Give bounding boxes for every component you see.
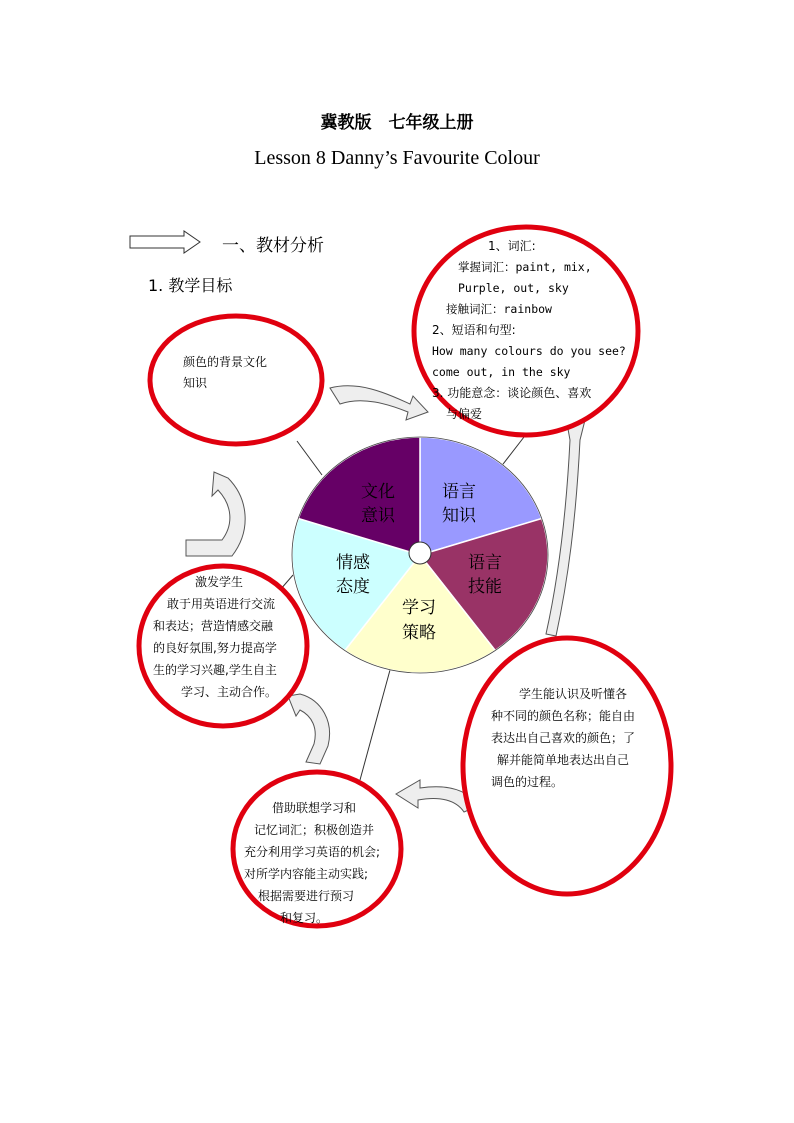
emotion-line: 激发学生 [195,575,244,589]
curved-arrow-icon [288,694,330,764]
strategy-line: 借助联想学习和 [272,801,357,815]
emotion-line: 学习、主动合作。 [181,685,278,699]
wedge-label-knowledge-2: 知识 [442,506,476,526]
wheel-hub [409,542,431,564]
knowledge-line: 1、词汇: [488,239,536,253]
curved-arrow-icon [330,386,428,420]
curved-arrow-icon [186,472,245,556]
knowledge-bubble [432,236,626,425]
wedge-label-strategy-2: 策略 [402,623,436,643]
wedge-label-skills-1: 语言 [468,553,502,573]
right-arrow-icon [130,231,200,253]
emotion-line: 的良好氛围,努力提高学 [153,641,277,655]
strategy-line: 充分利用学习英语的机会; [244,845,381,859]
knowledge-line: 与偏爱 [446,407,483,421]
emotion-line: 敢于用英语进行交流 [167,597,276,611]
wedge-label-emotion-1: 情感 [336,553,370,573]
skills-line: 种不同的颜色名称；能自由 [491,709,636,723]
wedge-label-culture-1: 文化 [361,482,395,502]
curved-arrow-icon [546,418,585,636]
strategy-line: 对所学内容能主动实践; [244,867,369,881]
connector-line [360,670,390,780]
wedge-label-skills-2: 技能 [468,577,502,597]
section-heading: 一、教材分析 [222,236,324,256]
knowledge-line: 2、短语和句型: [432,323,516,337]
strategy-line: 和复习。 [280,911,329,925]
wedge-label-knowledge-1: 语言 [442,482,476,502]
culture-bubble [183,352,267,394]
skills-line: 解并能简单地表达出自己 [497,753,630,767]
document-title: 冀教版 七年级上册 [320,113,474,133]
knowledge-line: 掌握词汇：paint, mix, [458,260,592,274]
connector-line [500,437,524,468]
culture-line: 知识 [183,376,208,390]
knowledge-line: 接触词汇：rainbow [446,302,552,316]
connector-line [297,441,322,475]
skills-bubble [491,683,635,793]
knowledge-line: 3. 功能意念：谈论颜色、喜欢 [432,386,592,400]
skills-line: 调色的过程。 [491,775,564,789]
emotion-line: 和表达；营造情感交融 [153,619,274,633]
emotion-bubble [153,571,277,703]
skills-line: 表达出自己喜欢的颜色；了 [491,731,636,745]
document-subtitle: Lesson 8 Danny’s Favourite Colour [254,147,540,169]
knowledge-line: come out, in the sky [432,365,571,379]
emotion-line: 生的学习兴趣,学生自主 [153,663,277,677]
wedge-label-strategy-1: 学习 [402,598,436,618]
section-subheading: 1. 教学目标 [148,276,233,295]
knowledge-line: How many colours do you see? [432,344,626,358]
culture-line: 颜色的背景文化 [183,355,268,369]
strategy-bubble [244,797,380,929]
wedge-label-emotion-2: 态度 [336,577,370,597]
wedge-label-culture-2: 意识 [361,506,395,526]
skills-line: 学生能认识及听懂各 [519,687,628,701]
strategy-line: 记忆词汇；积极创造并 [254,823,375,837]
knowledge-line: Purple, out, sky [458,281,569,295]
strategy-line: 根据需要进行预习 [258,889,355,903]
